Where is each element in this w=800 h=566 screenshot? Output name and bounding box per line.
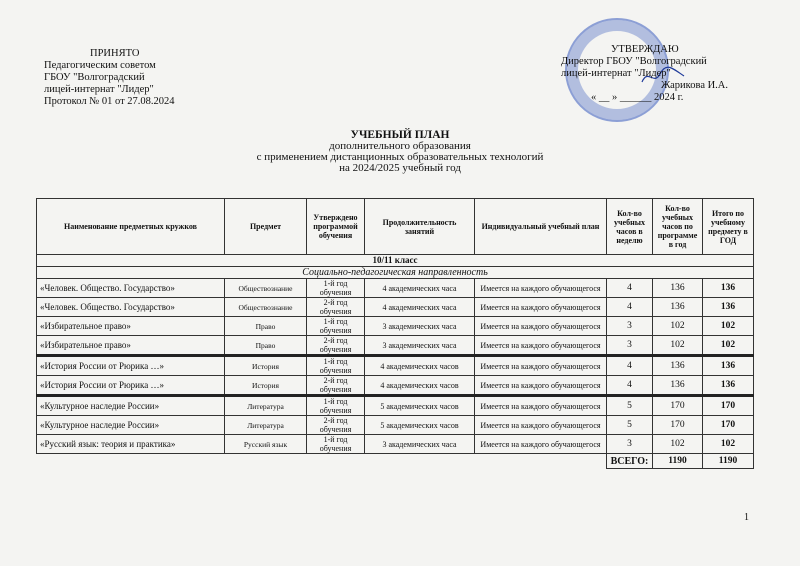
course-name: «Человек. Общество. Государство» xyxy=(37,279,225,298)
study-year-cell: 2-й год обучения xyxy=(307,376,365,396)
confirm-line: « __ » ______ 2024 г. xyxy=(591,92,684,103)
column-header: Наименование предметных кружков xyxy=(37,199,225,255)
course-name: «Избирательное право» xyxy=(37,336,225,356)
individual-plan-cell: Имеется на каждого обучающегося xyxy=(475,336,607,356)
total-overall: 1190 xyxy=(703,454,754,469)
page-number: 1 xyxy=(744,512,749,523)
table-row xyxy=(37,317,754,336)
column-header: Утверждено программой обучения xyxy=(307,199,365,255)
yearly-hours-cell: 136 xyxy=(653,376,703,396)
duration-cell: 4 академических часа xyxy=(365,298,475,317)
study-year-cell: 1-й год обучения xyxy=(307,279,365,298)
table-row xyxy=(37,416,754,435)
confirm-line: Директор ГБОУ "Волгоградский xyxy=(561,56,707,67)
table-row xyxy=(37,298,754,317)
approved-line: Педагогическим советом xyxy=(44,60,156,71)
table-header-row xyxy=(37,199,754,255)
course-name: «Человек. Общество. Государство» xyxy=(37,298,225,317)
subject-cell: Литература xyxy=(225,416,307,435)
column-header: Итого по учебному предмету в ГОД xyxy=(703,199,754,255)
study-year-cell: 1-й год обучения xyxy=(307,356,365,376)
direction-label: Социально-педагогическая направленность xyxy=(37,267,754,279)
duration-cell: 4 академических часов xyxy=(365,356,475,376)
individual-plan-cell: Имеется на каждого обучающегося xyxy=(475,376,607,396)
table-row xyxy=(37,336,754,356)
column-header: Кол-во учебных часов по программе в год xyxy=(653,199,703,255)
weekly-hours-cell: 3 xyxy=(607,317,653,336)
total-hours-cell: 136 xyxy=(703,376,754,396)
subject-cell: Литература xyxy=(225,396,307,416)
total-yearly: 1190 xyxy=(653,454,703,469)
total-hours-cell: 170 xyxy=(703,396,754,416)
approved-line: ГБОУ "Волгоградский xyxy=(44,72,145,83)
total-hours-cell: 102 xyxy=(703,435,754,454)
total-hours-cell: 136 xyxy=(703,356,754,376)
table-row xyxy=(37,396,754,416)
direction-row xyxy=(37,267,754,279)
subject-cell: Обществознание xyxy=(225,298,307,317)
yearly-hours-cell: 136 xyxy=(653,356,703,376)
individual-plan-cell: Имеется на каждого обучающегося xyxy=(475,356,607,376)
weekly-hours-cell: 5 xyxy=(607,396,653,416)
duration-cell: 4 академических часа xyxy=(365,279,475,298)
subject-cell: Право xyxy=(225,317,307,336)
individual-plan-cell: Имеется на каждого обучающегося xyxy=(475,396,607,416)
yearly-hours-cell: 136 xyxy=(653,298,703,317)
yearly-hours-cell: 170 xyxy=(653,396,703,416)
yearly-hours-cell: 102 xyxy=(653,317,703,336)
confirm-heading: УТВЕРЖДАЮ xyxy=(611,44,679,55)
total-spacer xyxy=(37,454,607,469)
weekly-hours-cell: 3 xyxy=(607,336,653,356)
approved-line: Протокол № 01 от 27.08.2024 xyxy=(44,96,175,107)
yearly-hours-cell: 102 xyxy=(653,435,703,454)
weekly-hours-cell: 5 xyxy=(607,416,653,435)
curriculum-table xyxy=(36,198,754,469)
weekly-hours-cell: 4 xyxy=(607,356,653,376)
course-name: «Культурное наследие России» xyxy=(37,396,225,416)
total-hours-cell: 102 xyxy=(703,317,754,336)
yearly-hours-cell: 102 xyxy=(653,336,703,356)
total-hours-cell: 102 xyxy=(703,336,754,356)
confirm-line: Жарикова И.А. xyxy=(661,80,729,91)
study-year-cell: 2-й год обучения xyxy=(307,416,365,435)
weekly-hours-cell: 4 xyxy=(607,298,653,317)
duration-cell: 5 академических часов xyxy=(365,396,475,416)
study-year-cell: 1-й год обучения xyxy=(307,435,365,454)
duration-cell: 3 академических часа xyxy=(365,336,475,356)
study-year-cell: 2-й год обучения xyxy=(307,298,365,317)
table-row xyxy=(37,279,754,298)
table-row xyxy=(37,356,754,376)
confirm-line: лицей-интернат "Лидер" xyxy=(561,68,671,79)
individual-plan-cell: Имеется на каждого обучающегося xyxy=(475,298,607,317)
individual-plan-cell: Имеется на каждого обучающегося xyxy=(475,416,607,435)
title-line: с применением дистанционных образовательных технологий xyxy=(256,151,544,163)
title-main: УЧЕБНЫЙ ПЛАН xyxy=(350,129,450,141)
weekly-hours-cell: 3 xyxy=(607,435,653,454)
duration-cell: 4 академических часов xyxy=(365,376,475,396)
yearly-hours-cell: 136 xyxy=(653,279,703,298)
table-row xyxy=(37,435,754,454)
total-hours-cell: 136 xyxy=(703,279,754,298)
column-header: Продолжительность занятий xyxy=(365,199,475,255)
subject-cell: История xyxy=(225,376,307,396)
confirm-block xyxy=(561,44,728,104)
class-label: 10/11 класс xyxy=(37,255,754,267)
duration-cell: 3 академических часа xyxy=(365,317,475,336)
total-label: ВСЕГО: xyxy=(607,454,653,469)
subject-cell: Обществознание xyxy=(225,279,307,298)
column-header: Кол-во учебных часов в неделю xyxy=(607,199,653,255)
title-line: на 2024/2025 учебный год xyxy=(339,162,461,174)
course-name: «История России от Рюрика …» xyxy=(37,376,225,396)
table-row xyxy=(37,376,754,396)
study-year-cell: 1-й год обучения xyxy=(307,396,365,416)
class-row xyxy=(37,255,754,267)
individual-plan-cell: Имеется на каждого обучающегося xyxy=(475,435,607,454)
course-name: «Культурное наследие России» xyxy=(37,416,225,435)
individual-plan-cell: Имеется на каждого обучающегося xyxy=(475,279,607,298)
duration-cell: 3 академических часа xyxy=(365,435,475,454)
course-name: «История России от Рюрика …» xyxy=(37,356,225,376)
total-hours-cell: 170 xyxy=(703,416,754,435)
subject-cell: Русский язык xyxy=(225,435,307,454)
yearly-hours-cell: 170 xyxy=(653,416,703,435)
subject-cell: История xyxy=(225,356,307,376)
document-title xyxy=(0,130,800,174)
subject-cell: Право xyxy=(225,336,307,356)
total-hours-cell: 136 xyxy=(703,298,754,317)
approved-block xyxy=(44,48,175,108)
study-year-cell: 1-й год обучения xyxy=(307,317,365,336)
total-row xyxy=(37,454,754,469)
approved-heading: ПРИНЯТО xyxy=(90,48,140,59)
individual-plan-cell: Имеется на каждого обучающегося xyxy=(475,317,607,336)
course-name: «Избирательное право» xyxy=(37,317,225,336)
course-name: «Русский язык: теория и практика» xyxy=(37,435,225,454)
weekly-hours-cell: 4 xyxy=(607,279,653,298)
weekly-hours-cell: 4 xyxy=(607,376,653,396)
study-year-cell: 2-й год обучения xyxy=(307,336,365,356)
approved-line: лицей-интернат "Лидер" xyxy=(44,84,154,95)
column-header: Индивидуальный учебный план xyxy=(475,199,607,255)
column-header: Предмет xyxy=(225,199,307,255)
duration-cell: 5 академических часов xyxy=(365,416,475,435)
title-line: дополнительного образования xyxy=(329,140,471,152)
